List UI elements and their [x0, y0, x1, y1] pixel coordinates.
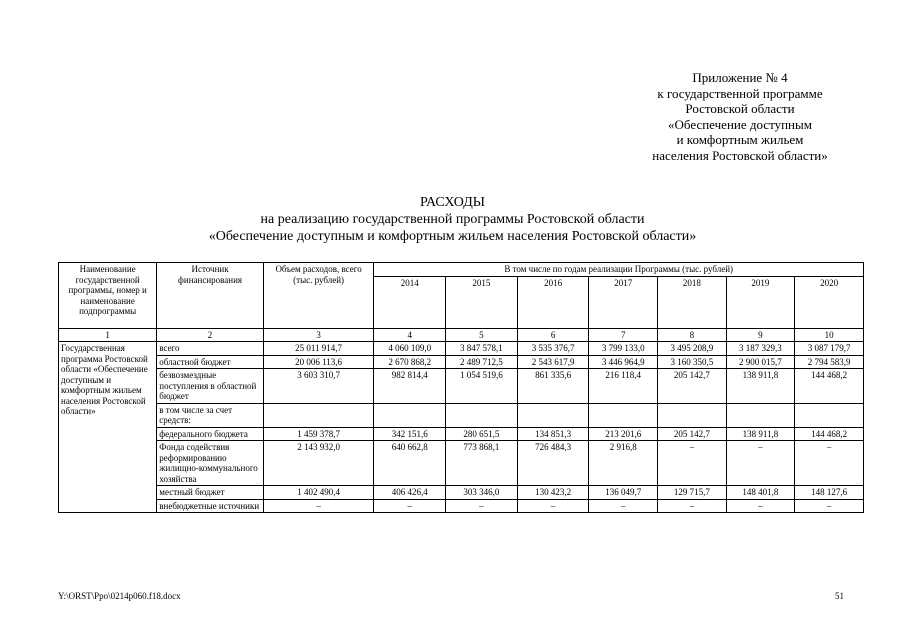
value-cell: 144 468,2: [795, 369, 864, 404]
header-year: 2015: [446, 276, 518, 328]
value-cell: [446, 403, 518, 427]
table-row: [59, 441, 864, 486]
index-cell: 10: [795, 328, 864, 342]
source-cell: Фонда содействия реформированию жилищно-коммунального хозяйства: [157, 441, 264, 486]
value-cell: [374, 403, 446, 427]
index-cell: 1: [59, 328, 157, 342]
value-cell: 2 794 583,9: [795, 355, 864, 369]
value-cell: –: [446, 499, 518, 513]
value-cell: 129 715,7: [658, 486, 727, 500]
value-cell: [726, 403, 795, 427]
value-cell: 1 054 519,6: [446, 369, 518, 404]
index-cell: 7: [589, 328, 658, 342]
value-cell: [795, 403, 864, 427]
value-cell: 280 651,5: [446, 427, 518, 441]
table-row: [59, 486, 864, 500]
value-cell: 2 670 868,2: [374, 355, 446, 369]
index-row: [59, 328, 864, 342]
value-cell: 982 814,4: [374, 369, 446, 404]
value-cell: 205 142,7: [658, 369, 727, 404]
value-cell: 3 847 578,1: [446, 342, 518, 356]
value-cell: [263, 403, 374, 427]
source-cell: местный бюджет: [157, 486, 264, 500]
file-path: Y:\ORST\Ppo\0214p060.f18.docx: [58, 591, 181, 601]
value-cell: 3 160 350,5: [658, 355, 727, 369]
index-cell: 3: [263, 328, 374, 342]
value-cell: –: [374, 499, 446, 513]
index-cell: 4: [374, 328, 446, 342]
value-cell: 2 916,8: [589, 441, 658, 486]
value-cell: 134 851,3: [517, 427, 589, 441]
appendix-line: Приложение № 4: [692, 70, 788, 85]
source-cell: безвозмездные поступления в областной бюджет: [157, 369, 264, 404]
header-source: Источник финансирования: [157, 263, 264, 329]
title-line: «Обеспечение доступным и комфортным жильем населения Ростовской области»: [208, 229, 697, 244]
value-cell: 3 446 964,9: [589, 355, 658, 369]
value-cell: 1 459 378,7: [263, 427, 374, 441]
source-cell: федерального бюджета: [157, 427, 264, 441]
value-cell: 861 335,6: [517, 369, 589, 404]
value-cell: 130 423,2: [517, 486, 589, 500]
title-heading: РАСХОДЫ: [420, 195, 485, 210]
table-row: [59, 342, 864, 356]
value-cell: –: [795, 441, 864, 486]
expenses-table: [58, 262, 864, 513]
value-cell: 640 662,8: [374, 441, 446, 486]
table-row: [59, 403, 864, 427]
value-cell: 144 468,2: [795, 427, 864, 441]
source-cell: всего: [157, 342, 264, 356]
header-year: 2020: [795, 276, 864, 328]
value-cell: 406 426,4: [374, 486, 446, 500]
appendix-line: и комфортным жильем: [676, 132, 804, 147]
index-cell: 8: [658, 328, 727, 342]
table-row: [59, 427, 864, 441]
value-cell: 213 201,6: [589, 427, 658, 441]
source-cell: внебюджетные источники: [157, 499, 264, 513]
value-cell: 138 911,8: [726, 369, 795, 404]
value-cell: 303 346,0: [446, 486, 518, 500]
table-row: [59, 499, 864, 513]
header-row: [59, 263, 864, 277]
value-cell: 205 142,7: [658, 427, 727, 441]
value-cell: –: [795, 499, 864, 513]
document-title: [0, 194, 905, 245]
value-cell: 216 118,4: [589, 369, 658, 404]
value-cell: 138 911,8: [726, 427, 795, 441]
source-cell: в том числе за счет средств:: [157, 403, 264, 427]
value-cell: 773 868,1: [446, 441, 518, 486]
appendix-line: к государственной программе: [657, 85, 823, 101]
appendix-block: [560, 70, 905, 163]
source-cell: областной бюджет: [157, 355, 264, 369]
index-cell: 9: [726, 328, 795, 342]
header-year: 2017: [589, 276, 658, 328]
value-cell: –: [589, 499, 658, 513]
value-cell: 148 401,8: [726, 486, 795, 500]
program-name: Государственная программа Ростовской области «Обеспечение доступным и комфортным жильем населения Ростовской области»: [59, 342, 157, 513]
value-cell: 3 535 376,7: [517, 342, 589, 356]
value-cell: 20 006 113,6: [263, 355, 374, 369]
value-cell: 3 495 208,9: [658, 342, 727, 356]
header-by-years: В том числе по годам реализации Программы (тыс. рублей): [374, 263, 864, 277]
value-cell: 1 402 490,4: [263, 486, 374, 500]
value-cell: 3 087 179,7: [795, 342, 864, 356]
value-cell: [658, 403, 727, 427]
value-cell: –: [726, 441, 795, 486]
table-row: [59, 355, 864, 369]
header-name: Наименование государственной программы, номер и наименование подпрограммы: [59, 263, 157, 329]
page-number: 51: [835, 591, 844, 601]
header-total: Объем расходов, всего (тыс. рублей): [263, 263, 374, 329]
header-year: 2014: [374, 276, 446, 328]
value-cell: 2 143 932,0: [263, 441, 374, 486]
appendix-line: Ростовской области: [685, 101, 795, 116]
index-cell: 5: [446, 328, 518, 342]
value-cell: 2 900 015,7: [726, 355, 795, 369]
value-cell: 726 484,3: [517, 441, 589, 486]
index-cell: 2: [157, 328, 264, 342]
value-cell: –: [726, 499, 795, 513]
header-year: 2018: [658, 276, 727, 328]
value-cell: [517, 403, 589, 427]
value-cell: 3 799 133,0: [589, 342, 658, 356]
title-line: на реализацию государственной программы Ростовской области: [260, 212, 645, 227]
value-cell: [589, 403, 658, 427]
value-cell: 25 011 914,7: [263, 342, 374, 356]
value-cell: 4 060 109,0: [374, 342, 446, 356]
value-cell: –: [658, 499, 727, 513]
header-year: 2016: [517, 276, 589, 328]
value-cell: 3 187 329,3: [726, 342, 795, 356]
value-cell: –: [658, 441, 727, 486]
value-cell: –: [517, 499, 589, 513]
value-cell: 2 489 712,5: [446, 355, 518, 369]
value-cell: 136 049,7: [589, 486, 658, 500]
table-row: [59, 369, 864, 404]
value-cell: 2 543 617,9: [517, 355, 589, 369]
appendix-line: «Обеспечение доступным: [668, 116, 812, 132]
value-cell: 342 151,6: [374, 427, 446, 441]
header-year: 2019: [726, 276, 795, 328]
index-cell: 6: [517, 328, 589, 342]
value-cell: 148 127,6: [795, 486, 864, 500]
value-cell: 3 603 310,7: [263, 369, 374, 404]
value-cell: –: [263, 499, 374, 513]
appendix-line: населения Ростовской области»: [652, 147, 828, 163]
